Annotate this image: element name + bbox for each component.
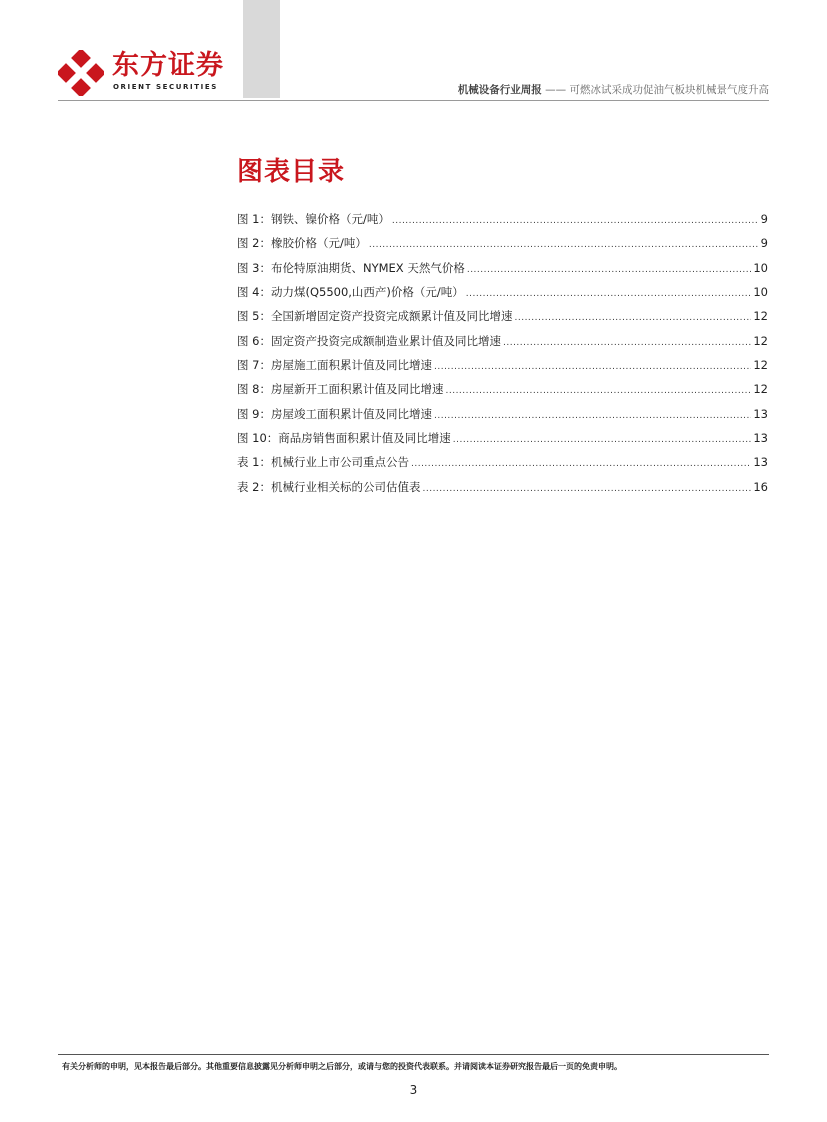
toc-entry-page: 12 (753, 333, 768, 348)
report-category: 机械设备行业周报 (457, 84, 542, 96)
toc-leader-dots (392, 216, 759, 226)
toc-leader-dots (445, 386, 751, 396)
brand-logo (58, 48, 228, 96)
toc-entry[interactable] (237, 284, 768, 308)
toc-entry[interactable] (237, 357, 768, 381)
toc-entry[interactable] (237, 430, 768, 454)
toc-entry-label: 图 8：房屋新开工面积累计值及同比增速 (237, 382, 444, 397)
toc-leader-dots (503, 338, 751, 348)
brand-name-en: ORIENT SECURITIES (113, 83, 218, 91)
toc-entry[interactable] (237, 211, 768, 235)
toc-leader-dots (453, 435, 752, 445)
toc-entry[interactable] (237, 454, 768, 478)
header-divider (58, 100, 769, 101)
toc-entry-page: 12 (753, 358, 768, 373)
toc-entry-page: 10 (753, 285, 768, 300)
toc-entry[interactable] (237, 235, 768, 259)
brand-name-cn: 东方证券 (112, 50, 224, 81)
toc-entry-page: 16 (753, 479, 768, 494)
toc-leader-dots (467, 265, 752, 275)
toc-entry-label: 图 1：钢铁、镍价格（元/吨） (237, 212, 390, 226)
toc-entry-page: 12 (753, 309, 768, 324)
toc-entry[interactable] (237, 479, 768, 503)
toc-entry-label: 图 7：房屋施工面积累计值及同比增速 (237, 358, 432, 373)
toc-entry-page: 13 (753, 455, 768, 470)
toc-list (237, 211, 768, 503)
toc-entry[interactable] (237, 381, 768, 405)
toc-entry[interactable] (237, 333, 768, 357)
report-header-title (458, 83, 769, 97)
toc-entry-label: 图 3：布伦特原油期货、NYMEX 天然气价格 (237, 260, 465, 275)
toc-entry-label: 图 6：固定资产投资完成额制造业累计值及同比增速 (237, 333, 501, 348)
toc-entry-page: 13 (753, 431, 768, 446)
toc-entry-label: 图 9：房屋竣工面积累计值及同比增速 (237, 406, 432, 421)
header-side-bar (243, 0, 280, 98)
toc-entry-page: 9 (760, 212, 768, 226)
toc-leader-dots (411, 459, 751, 469)
toc-leader-dots (422, 484, 751, 494)
toc-entry[interactable] (237, 406, 768, 430)
footer-disclaimer: 有关分析师的申明，见本报告最后部分。其他重要信息披露见分析师申明之后部分，或请与您的投资代表联系。并请阅读本证券研究报告最后一页的免责申明。 (62, 1062, 622, 1071)
toc-leader-dots (514, 313, 751, 323)
footer-divider (58, 1054, 769, 1055)
toc-entry-page: 10 (753, 260, 768, 275)
toc-entry[interactable] (237, 260, 768, 284)
title-separator: —— (541, 84, 570, 96)
toc-entry-label: 图 10：商品房销售面积累计值及同比增速 (237, 431, 451, 446)
toc-entry-page: 13 (753, 406, 768, 421)
toc-leader-dots (434, 411, 751, 421)
toc-entry-label: 表 2：机械行业相关标的公司估值表 (237, 479, 421, 494)
report-title: 可燃冰试采成功促油气板块机械景气度升高 (569, 84, 769, 96)
toc-heading: 图表目录 (237, 157, 346, 187)
toc-entry-page: 12 (753, 382, 768, 397)
toc-leader-dots (466, 289, 752, 299)
toc-entry-label: 图 4：动力煤(Q5500,山西产)价格（元/吨） (237, 285, 464, 300)
toc-entry-label: 表 1：机械行业上市公司重点公告 (237, 455, 409, 470)
page-number: 3 (409, 1083, 418, 1097)
toc-entry-label: 图 5：全国新增固定资产投资完成额累计值及同比增速 (237, 309, 513, 324)
toc-entry[interactable] (237, 308, 768, 332)
toc-entry-label: 图 2：橡胶价格（元/吨） (237, 236, 367, 251)
toc-leader-dots (369, 240, 759, 250)
toc-leader-dots (434, 362, 751, 372)
orient-securities-logo-icon (58, 50, 104, 96)
toc-entry-page: 9 (760, 236, 768, 251)
